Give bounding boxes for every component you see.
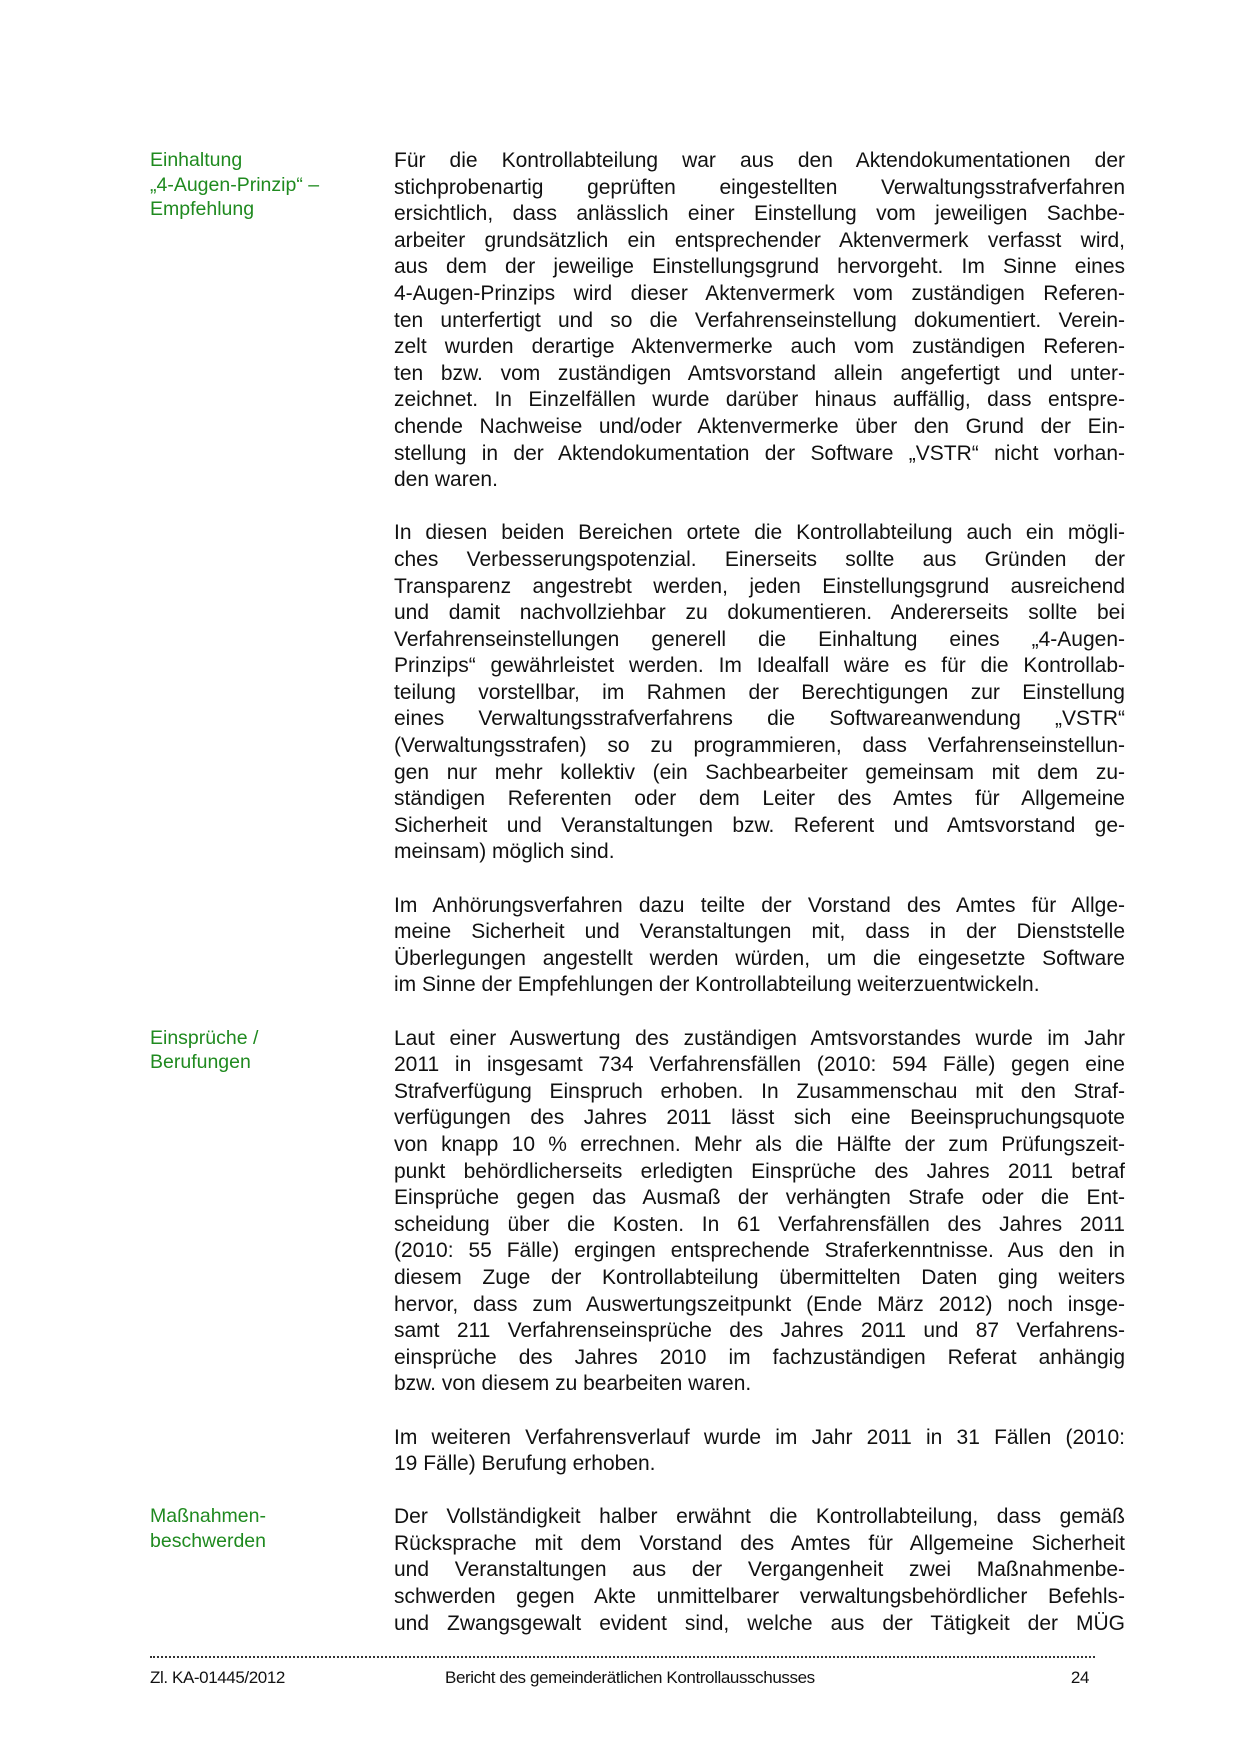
text-line: und damit nachvollziehbar zu dokumentieren. Andererseits sollte bei [394,601,1125,625]
text-line: Verfahrenseinstellungen generell die Einhaltung eines „4-Augen- [394,627,1125,651]
text-line: arbeiter grundsätzlich ein entsprechender Aktenvermerk verfasst wird, [394,228,1125,252]
page-number: 24 [1070,1668,1089,1687]
text-line: (2010: 55 Fälle) ergingen entsprechende Straferkenntnisse. Aus den in [394,1239,1125,1263]
margin-heading [150,1504,370,1553]
text-line: aus dem der jeweilige Einstellungsgrund hervorgeht. Im Sinne eines [394,255,1125,279]
text-line: von knapp 10 % errechnen. Mehr als die Hälfte der zum Prüfungszeit- [394,1132,1125,1156]
text-line: chende Nachweise und/oder Aktenvermerke über den Grund der Ein- [394,414,1125,438]
text-line: im Sinne der Empfehlungen der Kontrollabteilung weiterzuentwickeln. [394,973,1040,997]
text-line: Für die Kontrollabteilung war aus den Aktendokumentationen der [394,149,1125,172]
text-line: teilung vorstellbar, im Rahmen der Berechtigungen zur Einstellung [394,680,1125,704]
text-line: Im Anhörungsverfahren dazu teilte der Vorstand des Amtes für Allge- [394,893,1125,917]
text-line: Laut einer Auswertung des zuständigen Amtsvorstandes wurde im Jahr [394,1026,1125,1050]
text-line: (Verwaltungsstrafen) so zu programmieren, dass Verfahrenseinstellun- [394,734,1125,758]
text-line: Prinzips“ gewährleistet werden. Im Idealfall wäre es für die Kontrollab- [394,654,1125,678]
document-reference: Zl. KA-01445/2012 [150,1668,285,1687]
text-line: meinsam) möglich sind. [394,840,615,864]
text-line: Strafverfügung Einspruch erhoben. In Zusammenschau mit den Straf- [394,1079,1125,1103]
text-line: stichprobenartig geprüften eingestellten Verwaltungsstrafverfahren [394,175,1125,199]
text-line: stellung in der Aktendokumentation der Software „VSTR“ nicht vorhan- [394,441,1125,465]
section [0,1026,1240,1478]
paragraph [394,1504,1125,1637]
footer-divider [150,1656,1095,1658]
text-line: einsprüche des Jahres 2010 im fachzuständigen Referat anhängig [394,1345,1125,1369]
margin-heading [150,148,370,222]
text-line: 2011 in insgesamt 734 Verfahrensfällen (2010: 594 Fälle) gegen eine [394,1053,1125,1077]
text-line: punkt behördlicherseits erledigten Einsprüche des Jahres 2011 betraf [394,1159,1125,1183]
text-line: Einsprüche gegen das Ausmaß der verhängten Strafe oder die Ent- [394,1186,1125,1210]
text-line: scheidung über die Kosten. In 61 Verfahrensfällen des Jahres 2011 [394,1212,1125,1236]
text-line: diesem Zuge der Kontrollabteilung übermittelten Daten ging weiters [394,1265,1125,1289]
text-line: ersichtlich, dass anlässlich einer Einstellung vom jeweiligen Sachbe- [394,202,1125,226]
text-line: verfügungen des Jahres 2011 lässt sich eine Beeinspruchungsquote [394,1106,1125,1130]
margin-heading-line: Einsprüche / [150,1026,259,1049]
text-line: 19 Fälle) Berufung erhoben. [394,1452,656,1476]
margin-heading-line: „4-Augen-Prinzip“ – [150,173,320,196]
text-line: bzw. von diesem zu bearbeiten waren. [394,1372,752,1396]
page-content [0,148,1240,1664]
paragraph [394,1425,1125,1478]
report-title: Bericht des gemeinderätlichen Kontrollausschusses [445,1668,815,1687]
text-line: den waren. [394,468,498,492]
text-line: ständigen Referenten oder dem Leiter des Amtes für Allgemeine [394,787,1125,811]
section-body [394,1504,1125,1637]
text-line: Sicherheit und Veranstaltungen bzw. Referent und Amtsvorstand ge- [394,813,1125,837]
paragraph [394,148,1125,494]
section-body [394,1026,1125,1478]
text-line: ches Verbesserungspotenzial. Einerseits sollte aus Gründen der [394,547,1125,571]
margin-heading [150,1026,370,1075]
text-line: und Veranstaltungen aus der Vergangenheit zwei Maßnahmenbe- [394,1558,1125,1582]
text-line: Rücksprache mit dem Vorstand des Amtes für Allgemeine Sicherheit [394,1531,1125,1555]
section [0,1504,1240,1637]
text-line: meine Sicherheit und Veranstaltungen mit, dass in der Dienststelle [394,920,1125,944]
paragraph [394,520,1125,866]
text-line: Transparenz angestrebt werden, jeden Einstellungsgrund ausreichend [394,574,1125,598]
text-line: eines Verwaltungsstrafverfahrens die Softwareanwendung „VSTR“ [394,707,1125,731]
margin-heading-line: Berufungen [150,1051,251,1074]
text-line: ten bzw. vom zuständigen Amtsvorstand allein angefertigt und unter- [394,361,1125,385]
text-line: zeichnet. In Einzelfällen wurde darüber hinaus auffällig, dass entspre- [394,388,1125,412]
text-line: Überlegungen angestellt werden würden, um die eingesetzte Software [394,946,1125,970]
margin-heading-line: beschwerden [150,1529,266,1552]
paragraph [394,893,1125,999]
text-line: Der Vollständigkeit halber erwähnt die Kontrollabteilung, dass gemäß [394,1505,1125,1529]
section [0,148,1240,999]
margin-heading-line: Einhaltung [150,149,243,171]
text-line: gen nur mehr kollektiv (ein Sachbearbeiter gemeinsam mit dem zu- [394,760,1125,784]
margin-heading-line: Maßnahmen- [150,1505,266,1528]
text-line: hervor, dass zum Auswertungszeitpunkt (Ende März 2012) noch insge- [394,1292,1125,1316]
text-line: ten unterfertigt und so die Verfahrenseinstellung dokumentiert. Verein- [394,308,1125,332]
text-line: und Zwangsgewalt evident sind, welche aus der Tätigkeit der MÜG [394,1611,1125,1635]
margin-heading-line: Empfehlung [150,198,255,220]
text-line: zelt wurden derartige Aktenvermerke auch vom zuständigen Referen- [394,335,1125,359]
text-line: 4-Augen-Prinzips wird dieser Aktenvermerk vom zuständigen Referen- [394,281,1125,305]
text-line: samt 211 Verfahrenseinsprüche des Jahres 2011 und 87 Verfahrens- [394,1319,1125,1343]
paragraph [394,1026,1125,1398]
page-footer [150,1668,1095,1690]
text-line: schwerden gegen Akte unmittelbarer verwaltungsbehördlicher Befehls- [394,1585,1125,1609]
text-line: Im weiteren Verfahrensverlauf wurde im Jahr 2011 in 31 Fällen (2010: [394,1425,1125,1449]
section-body [394,148,1125,999]
text-line: In diesen beiden Bereichen ortete die Kontrollabteilung auch ein mögli- [394,521,1125,545]
